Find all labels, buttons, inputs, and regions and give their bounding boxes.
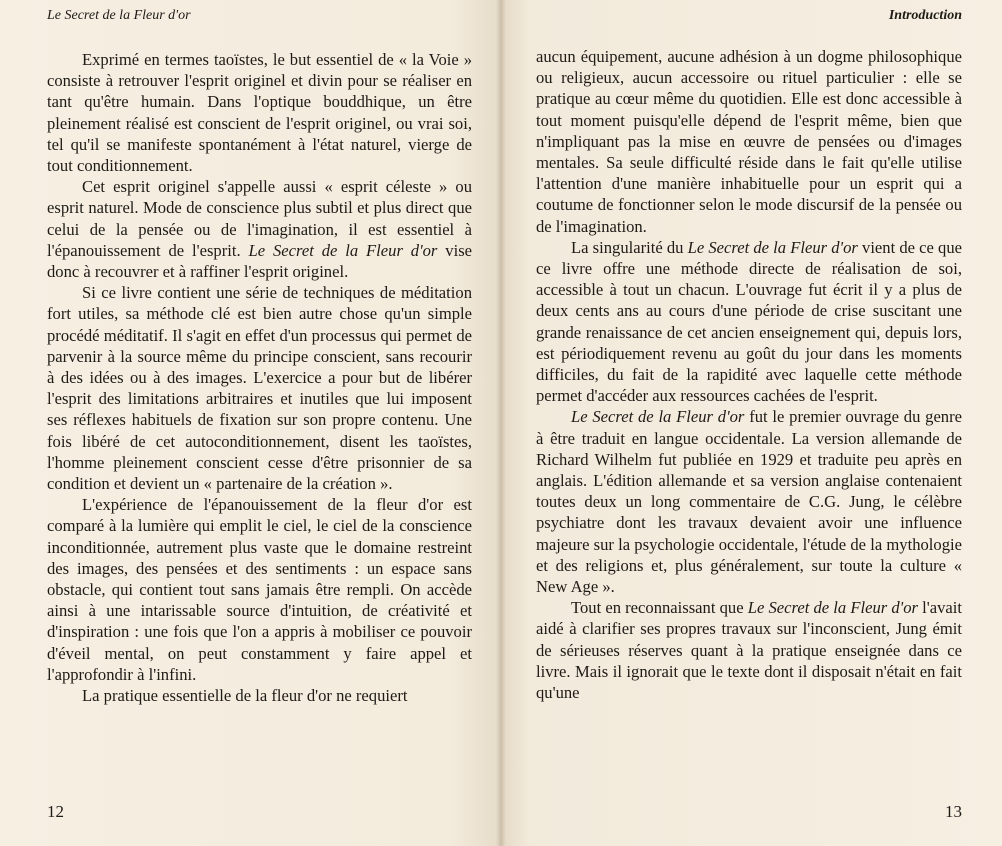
paragraph-text: Cet esprit originel s'appelle aussi « esprit céleste » ou esprit naturel. Mode de conscience plus subtil et plus direct que celui de la pensée ou de l'imagination, il est essentiel à l'épanouissement de l'esprit. bbox=[47, 177, 472, 260]
paragraph bbox=[536, 237, 962, 407]
paragraph: aucun équipement, aucune adhésion à un dogme philosophique ou religieux, aucun accessoire ou rituel particulier : elle se pratique au cœur même du quotidien. Elle est donc accessible à tout moment puisqu'elle dépend de l'esprit même, bien que n'impliquant pas la mise en œuvre de pensées ou d'images mentales. Sa seule difficulté réside dans le fait qu'elle utilise l'attention d'une manière inhabituelle pour un esprit qui a coutume de fonctionner selon le mode discursif de la pensée ou de l'imagination. bbox=[536, 47, 962, 236]
paragraph bbox=[536, 597, 962, 703]
paragraph: Si ce livre contient une série de techniques de méditation fort utiles, sa méthode clé est bien autre chose qu'un simple procédé méditatif. Il s'agit en effet d'un processus qui permet de parvenir à la source même du principe conscient, sans recourir à des idées ou à des images. L'exercice a pour but de libérer l'esprit des limitations arbitraires et inutiles que lui imposent ses réflexes habituels de fixation sur son propre contenu. Une fois libéré de cet autoconditionnement, disent les taoïstes, l'homme pleinement conscient cesse d'être prisonnier de sa condition et devient un « partenaire de la création ». bbox=[47, 283, 472, 494]
gutter-shadow bbox=[496, 0, 506, 846]
running-head-right: Introduction bbox=[888, 8, 962, 23]
paragraph-text: fut le premier ouvrage du genre à être traduit en langue occidentale. La version allemande de Richard Wilhelm fut publiée en 1929 et traduite peu après en anglais. L'édition allemande et sa version anglaise contenaient toutes deux un long commentaire de C.G. Jung, le célèbre psychiatre dont les travaux devaient avoir une influence majeure sur la psychologie occidentale, l'étude de la mythologie et des religions et, plus généralement, sur toute la culture « New Age ». bbox=[536, 407, 962, 597]
page-number-right: 13 bbox=[945, 802, 962, 821]
paragraph: La pratique essentielle de la fleur d'or ne requiert bbox=[82, 686, 408, 706]
paragraph bbox=[536, 406, 962, 597]
book-title: Le Secret de la Fleur d'or bbox=[571, 407, 745, 427]
book-title: Le Secret de la Fleur d'or bbox=[687, 237, 858, 257]
paragraph-text: Tout en reconnaissant que bbox=[571, 598, 744, 618]
paragraph: L'expérience de l'épanouissement de la fleur d'or est comparé à la lumière qui emplit le ciel, le ciel de la conscience inconditionnée, autrement plus vaste que le domaine restreint des images, des pensées et des sentiments : un espace sans obstacle, qui contient tout sans jamais être rempli. On accède ainsi à une intarissable source d'intuition, de créativité et d'inspiration : une fois que l'on a appris à mobiliser ce pouvoir d'éveil mental, on peut constamment y faire appel et l'approfondir à l'infini. bbox=[47, 495, 472, 684]
book-title: Le Secret de la Fleur d'or bbox=[248, 240, 438, 260]
book-title: Le Secret de la Fleur d'or bbox=[747, 598, 918, 618]
paragraph: Exprimé en termes taoïstes, le but essentiel de « la Voie » consiste à retrouver l'esprit originel et divin pour se réaliser en tant qu'être humain. Dans l'optique bouddhique, un être pleinement réalisé est conscient de l'esprit originel, ou vrai soi, tel qu'il se manifeste spontanément à l'état naturel, vierge de tout conditionnement. bbox=[47, 50, 472, 176]
paragraph-text: vise donc à recouvrer et à raffiner l'esprit originel. bbox=[47, 240, 473, 282]
left-page-text bbox=[47, 49, 472, 706]
paragraph-text: l'avait aidé à clarifier ses propres travaux sur l'inconscient, Jung émit de sérieuses réserves quant à la pratique enseignée dans ce livre. Mais il ignorait que le texte dont il disposait n'était en fait qu'une bbox=[536, 598, 962, 703]
page-number-left: 12 bbox=[47, 802, 64, 821]
left-page bbox=[0, 0, 500, 846]
paragraph bbox=[47, 176, 472, 282]
right-page bbox=[500, 0, 1002, 846]
paragraph-text: vient de ce que ce livre offre une méthode directe de réalisation de soi, accessible à tout un chacun. L'ouvrage fut écrit il y a plus de deux cents ans au cours d'une période de crise suscitant une grande renaissance de cet ancien enseignement qui, depuis lors, est périodiquement revenu au goût du jour dans les moments difficiles, du fait de la rapidité avec laquelle cette méthode permet d'accéder aux ressources cachées de l'esprit. bbox=[536, 237, 963, 406]
paragraph-text: La singularité du bbox=[571, 237, 684, 257]
right-page-text bbox=[536, 46, 962, 703]
running-head-left: Le Secret de la Fleur d'or bbox=[47, 8, 191, 23]
